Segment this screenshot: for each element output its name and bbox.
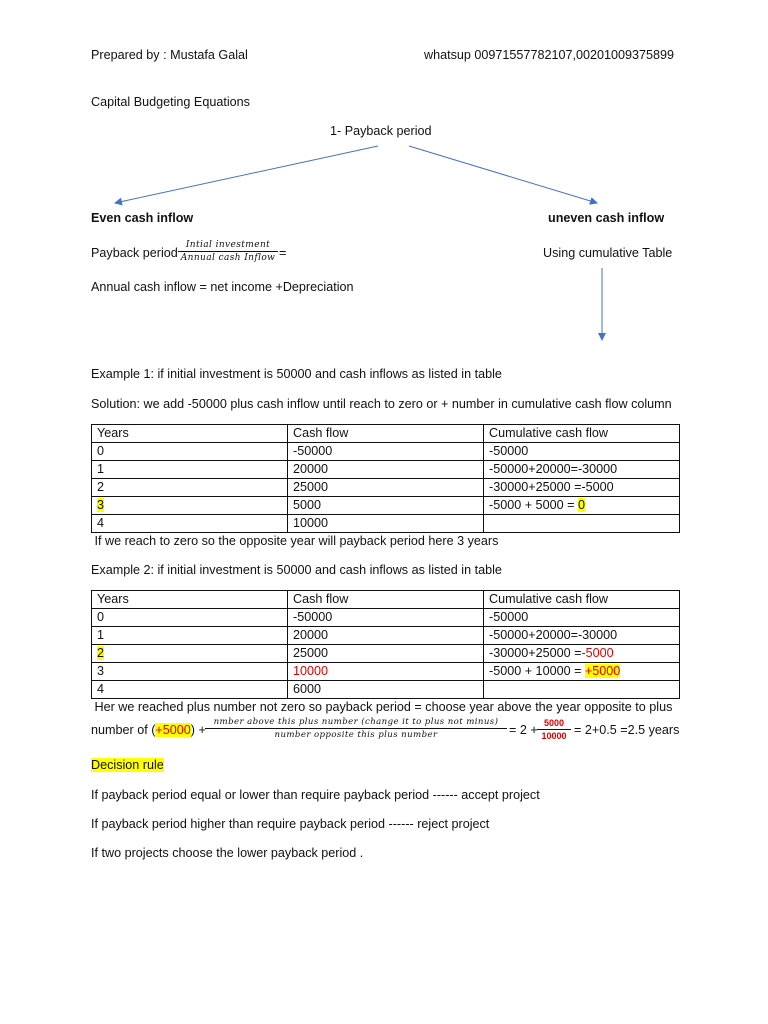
cumulative-expr: -5000 + 5000 = [489, 498, 578, 512]
payback-numerator: Intial investment [185, 240, 271, 250]
small-numerator: 5000 [543, 718, 565, 728]
example2-table [91, 590, 680, 699]
cell-year: 4 [92, 681, 288, 699]
cell-year: 3 [92, 663, 288, 681]
cell-cumulative: -50000+20000=-30000 [484, 627, 680, 645]
table-row [92, 645, 680, 663]
col-header-cash-flow: Cash flow [288, 425, 484, 443]
cell-cash-flow: -50000 [288, 609, 484, 627]
cell-cumulative: -50000 [484, 443, 680, 461]
cell-cash-flow: 5000 [288, 497, 484, 515]
cell-cash-flow: 25000 [288, 645, 484, 663]
cell-year: 1 [92, 461, 288, 479]
table-row [92, 461, 680, 479]
arrow-to-even [115, 146, 378, 203]
col-header-cumulative: Cumulative cash flow [484, 591, 680, 609]
uneven-heading: uneven cash inflow [548, 211, 665, 225]
col-header-cash-flow: Cash flow [288, 591, 484, 609]
decision-heading-text: Decision rule [91, 758, 164, 772]
table-header-row [92, 591, 680, 609]
arrow-to-uneven [409, 146, 597, 203]
highlighted-year: 2 [97, 646, 105, 660]
annual-cash-inflow-line: Annual cash inflow = net income +Depreciation [91, 280, 354, 294]
highlighted-plus-value: +5000 [584, 664, 621, 678]
formula-result: = 2+0.5 =2.5 years [574, 723, 680, 737]
table-row [92, 681, 680, 699]
cell-cash-flow: 10000 [288, 515, 484, 533]
uneven-method: Using cumulative Table [543, 246, 673, 260]
cell-year [92, 645, 288, 663]
cell-year: 2 [92, 479, 288, 497]
cell-year: 0 [92, 443, 288, 461]
explanation-mid: ) + [190, 723, 206, 737]
cell-cash-flow: 6000 [288, 681, 484, 699]
example1-solution: Solution: we add -50000 plus cash inflow until reach to zero or + number in cumulative cash flow column [91, 397, 672, 411]
table-row [92, 609, 680, 627]
table-row [92, 479, 680, 497]
cell-year: 4 [92, 515, 288, 533]
explanation-plus-value: +5000 [155, 723, 191, 737]
example2-intro: Example 2: if initial investment is 50000 and cash inflows as listed in table [91, 563, 502, 577]
red-value: -5000 [581, 646, 614, 660]
payback-fraction [178, 240, 278, 263]
small-denominator: 10000 [541, 731, 567, 741]
payback-equals: = [279, 246, 287, 260]
cumulative-expr: -30000+25000 = [489, 646, 582, 660]
example1-intro: Example 1: if initial investment is 50000 and cash inflows as listed in table [91, 367, 502, 381]
doc-title: Capital Budgeting Equations [91, 95, 250, 109]
col-header-years: Years [92, 425, 288, 443]
whatsup-contact: whatsup 00971557782107,00201009375899 [424, 48, 675, 62]
section-title: 1- Payback period [330, 124, 432, 138]
table-row [92, 497, 680, 515]
cell-cumulative: -50000+20000=-30000 [484, 461, 680, 479]
decision-rule-accept: If payback period equal or lower than require payback period ------ accept project [91, 788, 540, 802]
formula-eq: = 2 + [509, 723, 538, 737]
col-header-cumulative: Cumulative cash flow [484, 425, 680, 443]
cell-cash-flow [288, 663, 484, 681]
cumulative-expr: -5000 + 10000 = [489, 664, 585, 678]
cell-cumulative: -50000 [484, 609, 680, 627]
cell-cash-flow: 20000 [288, 461, 484, 479]
table-row [92, 627, 680, 645]
red-value: 10000 [293, 664, 329, 678]
table-row [92, 443, 680, 461]
even-heading: Even cash inflow [91, 211, 194, 225]
decision-rule-reject: If payback period higher than require payback period ------ reject project [91, 817, 490, 831]
highlighted-zero: 0 [577, 498, 585, 512]
example2-explanation-line2 [91, 723, 206, 737]
table-header-row [92, 425, 680, 443]
cell-cumulative [484, 663, 680, 681]
table-row [92, 515, 680, 533]
cell-cash-flow: 20000 [288, 627, 484, 645]
example1-table [91, 424, 680, 533]
interpolation-denominator: number opposite this plus number [274, 730, 438, 740]
cell-year [92, 497, 288, 515]
payback-denominator: Annual cash Inflow [180, 253, 276, 263]
small-fraction [537, 718, 571, 741]
table-row [92, 663, 680, 681]
cell-cash-flow: -50000 [288, 443, 484, 461]
cell-cumulative: -30000+25000 =-5000 [484, 479, 680, 497]
cell-cumulative [484, 497, 680, 515]
cell-cash-flow: 25000 [288, 479, 484, 497]
explanation-prefix: number of ( [91, 723, 156, 737]
cell-year: 0 [92, 609, 288, 627]
example1-conclusion: If we reach to zero so the opposite year will payback period here 3 years [91, 534, 499, 548]
col-header-years: Years [92, 591, 288, 609]
payback-formula-label: Payback period [91, 246, 178, 260]
example2-explanation-line1: Her we reached plus number not zero so payback period = choose year above the year opposite to plus [91, 700, 673, 714]
cell-cumulative [484, 515, 680, 533]
cell-year: 1 [92, 627, 288, 645]
highlighted-year: 3 [97, 498, 105, 512]
cell-cumulative [484, 645, 680, 663]
decision-heading [91, 758, 164, 772]
decision-rule-two-projects: If two projects choose the lower payback period . [91, 846, 364, 860]
prepared-by: Prepared by : Mustafa Galal [91, 48, 248, 62]
payback-interpolation-fraction [205, 717, 507, 740]
cell-cumulative [484, 681, 680, 699]
interpolation-numerator: nmber above this plus number (change it to plus not minus) [213, 717, 499, 727]
